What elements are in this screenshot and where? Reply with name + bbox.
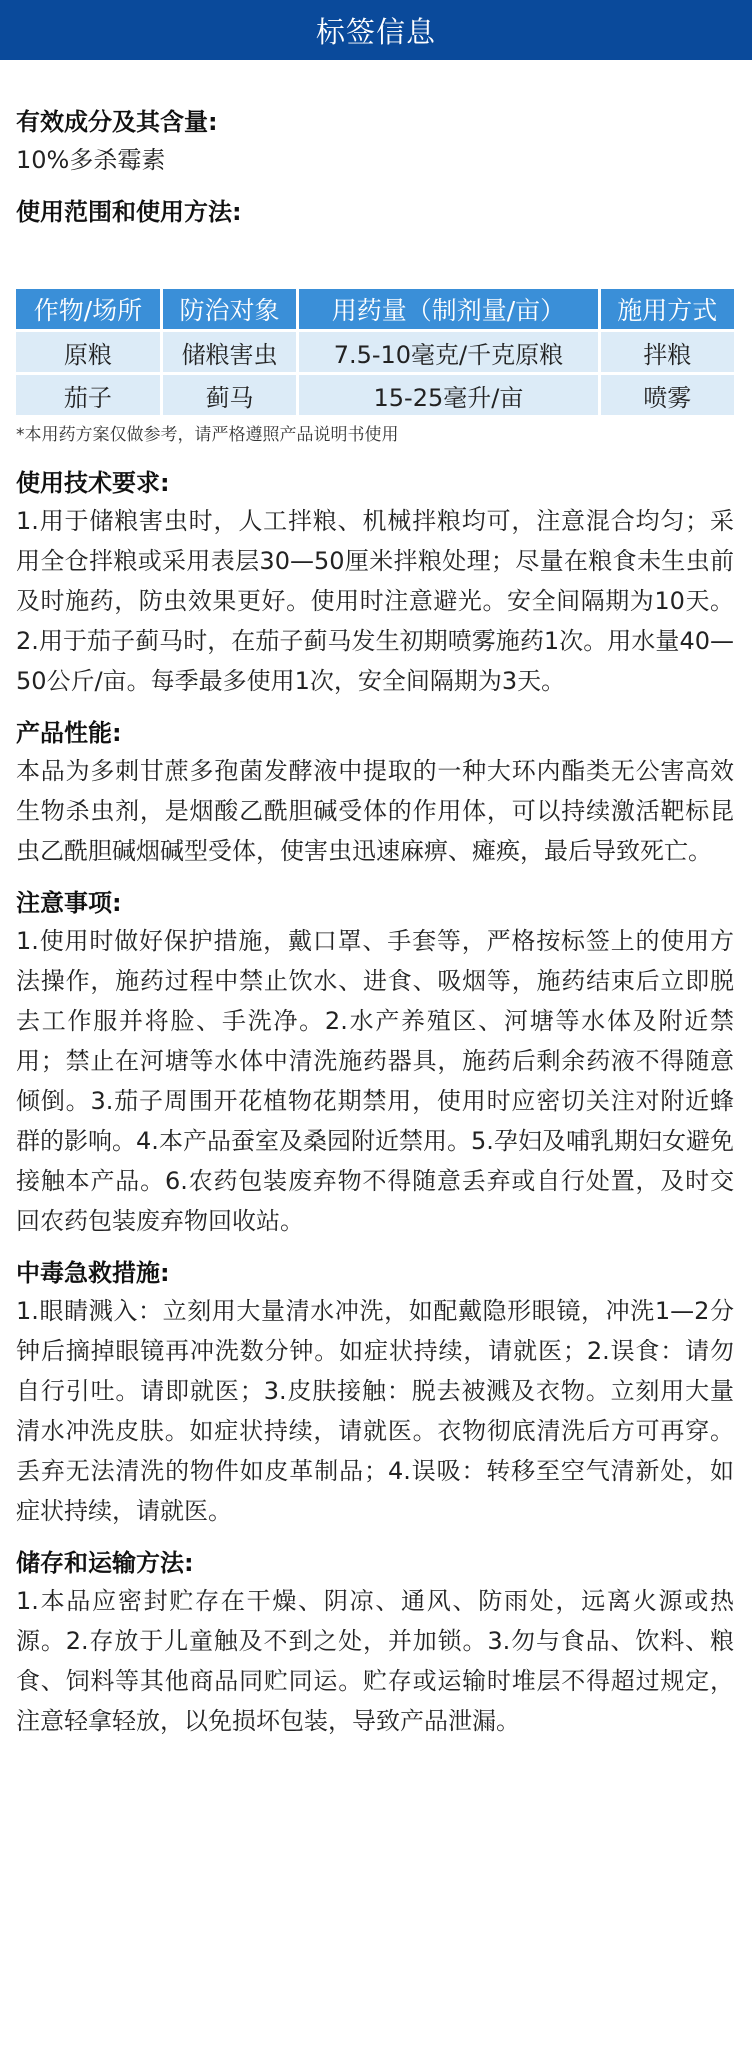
cell-method: 拌粮 [601, 332, 734, 372]
cell-dosage: 15-25毫升/亩 [299, 375, 597, 415]
dosage-table [13, 286, 737, 418]
header-crop: 作物/场所 [16, 289, 160, 329]
dosage-note: *本用药方案仅做参考，请严格遵照产品说明书使用 [16, 425, 399, 445]
header-dosage: 用药量（制剂量/亩） [299, 289, 597, 329]
technical-requirements-text: 1.用于储粮害虫时，人工拌粮、机械拌粮均可，注意混合均匀；采用全仓拌粮或采用表层30—50厘米拌粮处理；尽量在粮食未生虫前及时施药，防虫效果更好。使用时注意避光。安全间隔期为10天。2.用于茄子蓟马时，在茄子蓟马发生初期喷雾施药1次。用水量40—50公斤/亩。每季最多使用1次，安全间隔期为3天。 [16, 507, 734, 695]
cell-crop: 茄子 [16, 375, 160, 415]
storage-text: 1.本品应密封贮存在干燥、阴凉、通风、防雨处，远离火源或热源。2.存放于儿童触及不到之处，并加锁。3.勿与食品、饮料、粮食、饲料等其他商品同贮同运。贮存或运输时堆层不得超过规定，注意轻拿轻放，以免损坏包装，导致产品泄漏。 [16, 1587, 734, 1735]
header-method: 施用方式 [601, 289, 734, 329]
performance-text: 本品为多刺甘蔗多孢菌发酵液中提取的一种大环内酯类无公害高效生物杀虫剂，是烟酸乙酰胆碱受体的作用体，可以持续激活靶标昆虫乙酰胆碱烟碱型受体，使害虫迅速麻痹、瘫痪，最后导致死亡。 [16, 757, 734, 865]
first-aid-heading: 中毒急救措施: [16, 1259, 170, 1287]
performance-heading: 产品性能: [16, 719, 122, 747]
table-row [16, 375, 734, 415]
active-ingredient-value: 10%多杀霉素 [16, 146, 166, 174]
label-content [0, 104, 752, 1741]
usage-scope-heading: 使用范围和使用方法: [16, 198, 242, 226]
technical-requirements-heading: 使用技术要求: [16, 469, 170, 497]
header-target: 防治对象 [163, 289, 296, 329]
precautions-heading: 注意事项: [16, 889, 122, 917]
cell-dosage: 7.5-10毫克/千克原粮 [299, 332, 597, 372]
dosage-table-header-row [16, 289, 734, 329]
active-ingredient-heading: 有效成分及其含量: [16, 108, 218, 136]
cell-target: 蓟马 [163, 375, 296, 415]
page-header [0, 0, 752, 60]
storage-heading: 储存和运输方法: [16, 1549, 194, 1577]
cell-crop: 原粮 [16, 332, 160, 372]
table-row [16, 332, 734, 372]
first-aid-text: 1.眼睛溅入：立刻用大量清水冲洗，如配戴隐形眼镜，冲洗1—2分钟后摘掉眼镜再冲洗数分钟。如症状持续，请就医；2.误食：请勿自行引吐。请即就医；3.皮肤接触：脱去被溅及衣物。立刻用大量清水冲洗皮肤。如症状持续，请就医。衣物彻底清洗后方可再穿。丢弃无法清洗的物件如皮革制品；4.误吸：转移至空气清新处，如症状持续，请就医。 [16, 1297, 734, 1525]
precautions-text: 1.使用时做好保护措施，戴口罩、手套等，严格按标签上的使用方法操作，施药过程中禁止饮水、进食、吸烟等，施药结束后立即脱去工作服并将脸、手洗净。2.水产养殖区、河塘等水体及附近禁用；禁止在河塘等水体中清洗施药器具，施药后剩余药液不得随意倾倒。3.茄子周围开花植物花期禁用，使用时应密切关注对附近蜂群的影响。4.本产品蚕室及桑园附近禁用。5.孕妇及哺乳期妇女避免接触本产品。6.农药包装废弃物不得随意丢弃或自行处置，及时交回农药包装废弃物回收站。 [16, 927, 734, 1235]
cell-target: 储粮害虫 [163, 332, 296, 372]
page-title: 标签信息 [315, 14, 436, 49]
cell-method: 喷雾 [601, 375, 734, 415]
